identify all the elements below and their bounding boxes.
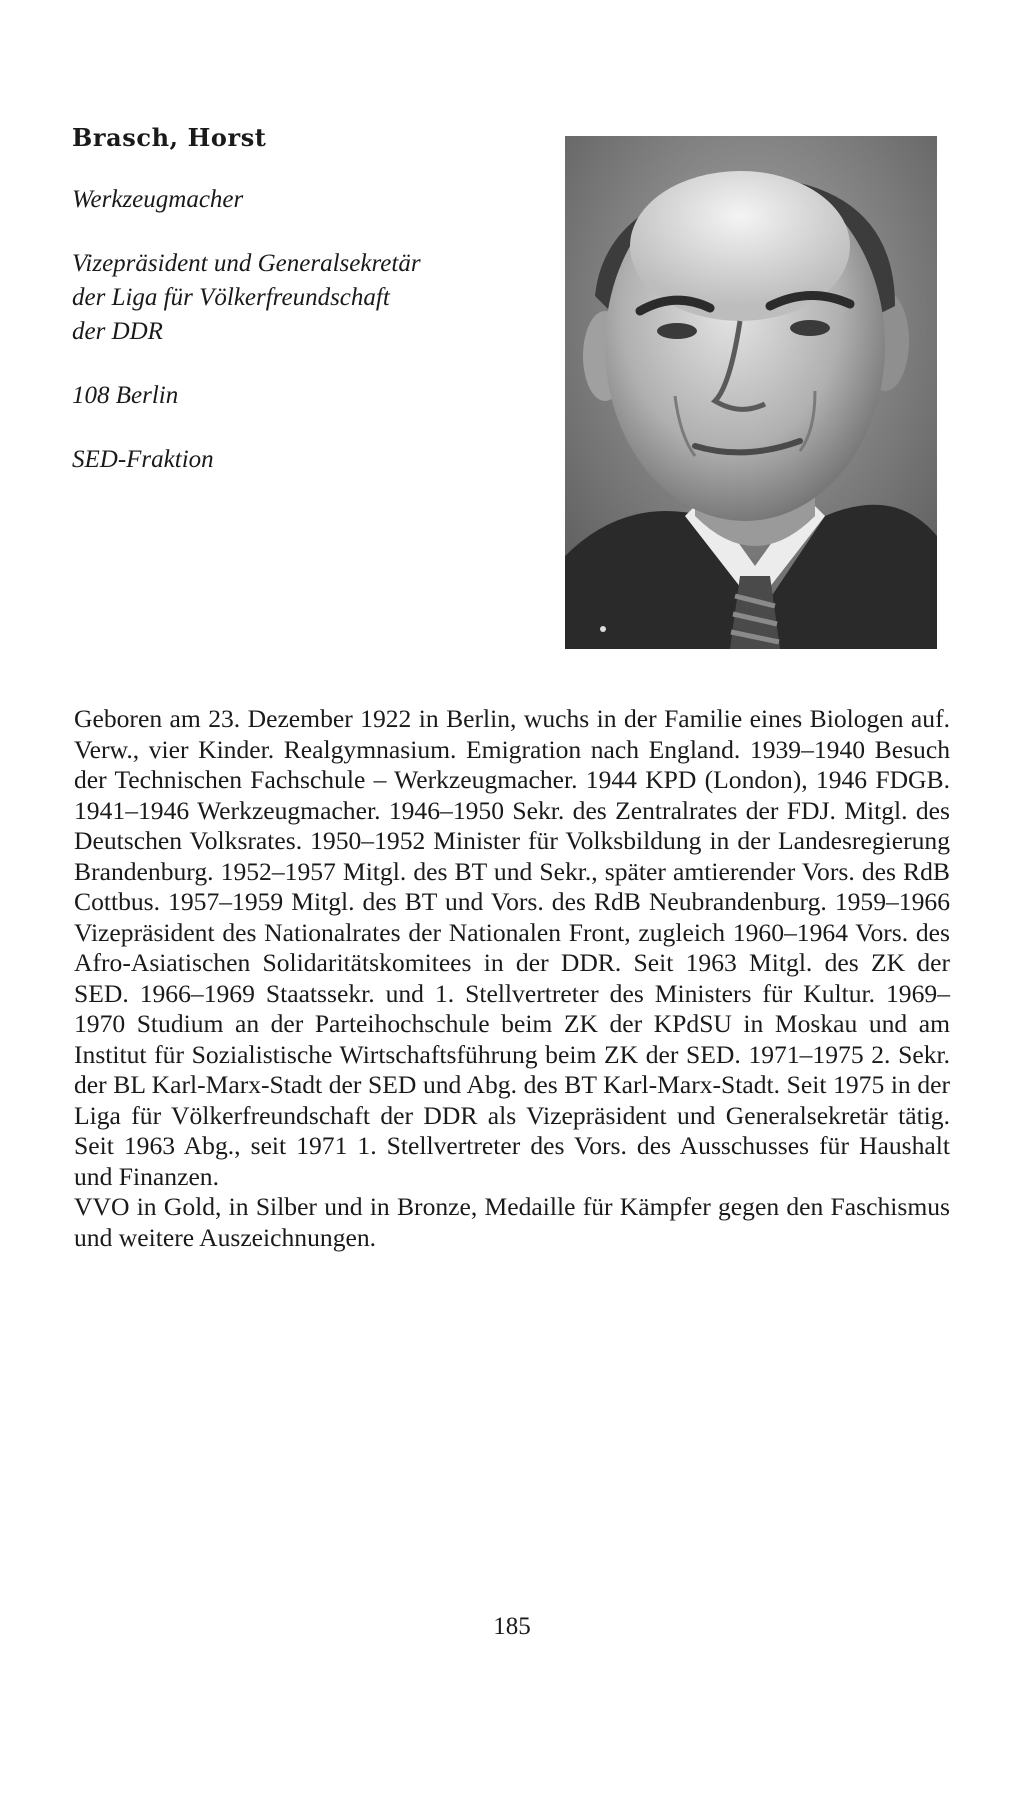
- position-line: der Liga für Völkerfreundschaft: [72, 283, 390, 311]
- location-group: [72, 379, 542, 413]
- portrait-photo: [565, 136, 937, 649]
- portrait-photo-icon: [565, 136, 937, 649]
- location: 108 Berlin: [72, 381, 179, 409]
- position-line: Vizepräsident und Generalsekretär: [72, 249, 421, 277]
- occupation: Werkzeugmacher: [72, 185, 244, 213]
- position-line: der DDR: [72, 317, 163, 345]
- faction-group: [72, 443, 542, 477]
- page-number: 185: [493, 1613, 531, 1640]
- biography-paragraph: Geboren am 23. Dezember 1922 in Berlin, wuchs in der Familie eines Biologen auf. Verw., vier Kinder. Realgymnasium. Emigration nach England. 1939–1940 Besuch der Technischen Fachschule – Werkzeugmacher. 1944 KPD (London), 1946 FDGB. 1941–1946 Werkzeugmacher. 1946–1950 Sekr. des Zentralrates der FDJ. Mitgl. des Deutschen Volksrates. 1950–1952 Minister für Volksbildung in der Landesregierung Brandenburg. 1952–1957 Mitgl. des BT und Sekr., später amtierender Vors. des RdB Cottbus. 1957–1959 Mitgl. des BT und Vors. des RdB Neubrandenburg. 1959–1966 Vizepräsident des Nationalrates der Nationalen Front, zugleich 1960–1964 Vors. des Afro-Asiatischen Solidaritätskomitees in der DDR. Seit 1963 Mitgl. des ZK der SED. 1966–1969 Staatssekr. und 1. Stellvertreter des Ministers für Kultur. 1969–1970 Studium an der Parteihochschule beim ZK der KPdSU in Moskau und am Institut für Sozialistische Wirtschaftsführung beim ZK der SED. 1971–1975 2. Sekr. der BL Karl-Marx-Stadt der SED und Abg. des BT Karl-Marx-Stadt. Seit 1975 in der Liga für Völkerfreundschaft der DDR als Vizepräsident und Generalsekretär tätig. Seit 1963 Abg., seit 1971 1. Stellvertreter des Vors. des Ausschusses für Haushalt und Finanzen.: [74, 704, 950, 1191]
- entry-header: [72, 124, 542, 507]
- faction: SED-Fraktion: [72, 445, 214, 473]
- biography-text: [74, 704, 950, 1253]
- position-group: [72, 247, 542, 349]
- occupation-group: [72, 183, 542, 217]
- biography-paragraph-awards: VVO in Gold, in Silber und in Bronze, Medaille für Kämpfer gegen den Faschismus und weitere Auszeichnungen.: [74, 1192, 950, 1252]
- person-name: Brasch, Horst: [72, 123, 267, 152]
